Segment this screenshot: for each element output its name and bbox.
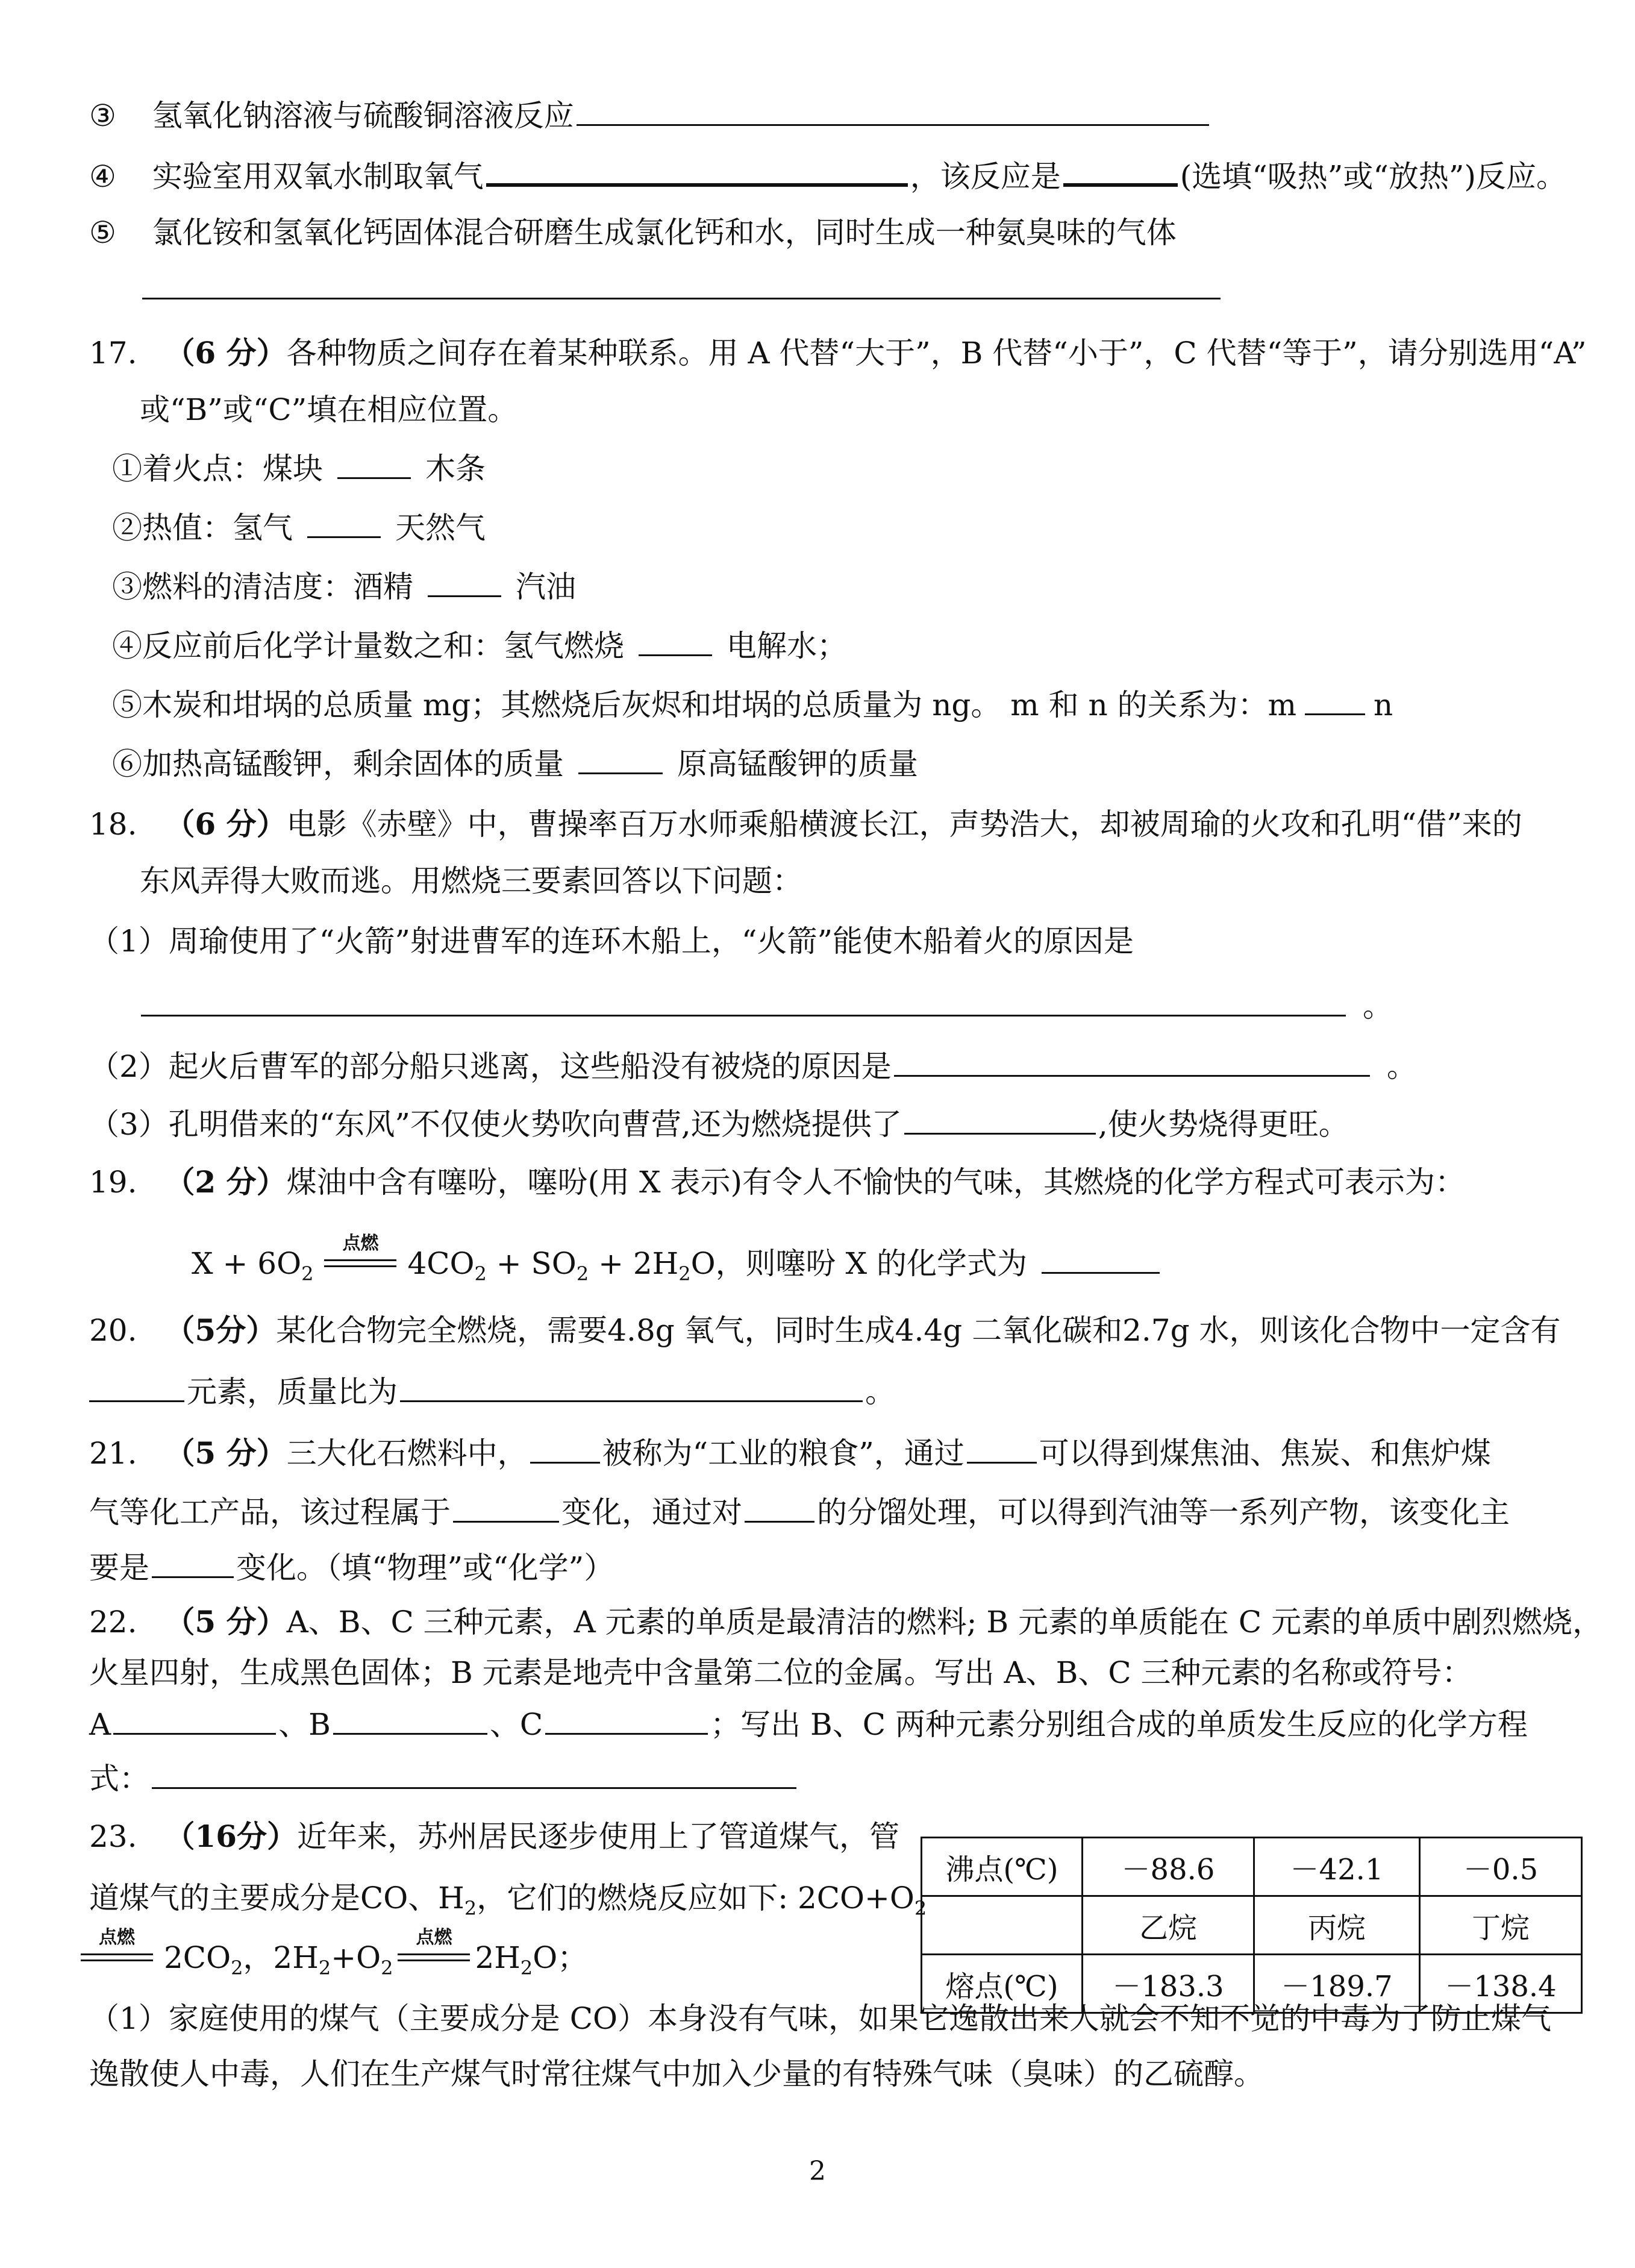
item-right: 木条 bbox=[425, 451, 486, 486]
subscript: 2 bbox=[474, 1262, 487, 1285]
q20-line2 bbox=[89, 1373, 895, 1411]
q17-item bbox=[112, 450, 486, 488]
question-text: ；写出 B、C 两种元素分别组合成的单质发生反应的化学方程 bbox=[710, 1707, 1528, 1742]
equation-part: + 2H bbox=[589, 1246, 679, 1281]
question-number: 22. bbox=[89, 1605, 137, 1640]
equation-left: X + 6O bbox=[192, 1246, 302, 1281]
table-cell: 沸点(℃) bbox=[922, 1838, 1083, 1896]
question-text: A bbox=[89, 1707, 111, 1742]
answer-blank[interactable] bbox=[894, 1047, 1370, 1077]
equation-part: +O bbox=[331, 1940, 381, 1975]
answer-blank[interactable] bbox=[337, 450, 411, 479]
item-right: 原高锰酸钾的质量 bbox=[677, 747, 918, 782]
table-cell: －138.4 bbox=[1420, 1955, 1582, 2013]
question-text: （2）起火后曹军的部分船只逃离，这些船没有被烧的原因是 bbox=[89, 1049, 892, 1084]
reaction-arrow bbox=[78, 1927, 155, 1972]
answer-blank[interactable] bbox=[428, 568, 501, 597]
q23-line3-equations bbox=[78, 1927, 588, 1979]
table-cell: －183.3 bbox=[1083, 1955, 1254, 2013]
q17-item bbox=[112, 509, 486, 547]
answer-blank[interactable] bbox=[577, 96, 1209, 126]
item-right: 电解水； bbox=[727, 628, 847, 663]
equation-part: 2H bbox=[475, 1940, 521, 1975]
question-text: ，它们的燃烧反应如下: 2CO+O bbox=[477, 1881, 914, 1916]
q17-item bbox=[112, 627, 847, 665]
item-left: ③燃料的清洁度：酒精 bbox=[112, 569, 413, 604]
answer-blank[interactable] bbox=[307, 509, 381, 538]
subscript: 2 bbox=[678, 1262, 691, 1285]
table-cell: －42.1 bbox=[1254, 1838, 1420, 1896]
q16-item5 bbox=[89, 213, 1177, 252]
subscript: 2 bbox=[318, 1956, 331, 1979]
question-text: 道煤气的主要成分是CO、H bbox=[89, 1881, 464, 1916]
subscript: 2 bbox=[231, 1956, 243, 1979]
question-text: 某化合物完全燃烧，需要4.8g 氧气，同时生成4.4g 二氧化碳和2.7g 水，则该化合物中一定含有 bbox=[276, 1313, 1561, 1348]
q19-equation bbox=[192, 1233, 1162, 1285]
question-score: （5分） bbox=[164, 1312, 277, 1348]
question-text: 被称为“工业的粮食”，通过 bbox=[602, 1436, 964, 1471]
equation-part: O，则噻吩 X 的化学式为 bbox=[690, 1246, 1028, 1281]
question-text: 煤油中含有噻吩，噻吩(用 X 表示)有令人不愉快的气味，其燃烧的化学方程式可表示为： bbox=[286, 1165, 1466, 1200]
item-left: ⑤木炭和坩埚的总质量 mg；其燃烧后灰烬和坩埚的总质量为 ng。 m 和 n 的关系为：m bbox=[112, 688, 1297, 722]
q18-part1-answer-line bbox=[139, 987, 1393, 1026]
item-left: ②热值：氢气 bbox=[112, 510, 293, 545]
item-text: 实验室用双氧水制取氧气 bbox=[152, 159, 484, 194]
question-text: 气等化工产品，该过程属于 bbox=[89, 1495, 451, 1530]
question-text: 各种物质之间存在着某种联系。用 A 代替“大于”，B 代替“小于”，C 代替“等于”，请分别选用“A” bbox=[286, 336, 1587, 371]
question-number: 17. bbox=[89, 336, 137, 371]
item-marker: ⑤ bbox=[89, 215, 116, 250]
q22-line1 bbox=[89, 1603, 1602, 1641]
question-text: （3）孔明借来的“东风”不仅使火势吹向曹营,还为燃烧提供了 bbox=[89, 1107, 902, 1142]
q18-line1 bbox=[89, 805, 1522, 844]
answer-blank[interactable] bbox=[400, 1373, 863, 1402]
question-text: 变化，通过对 bbox=[561, 1495, 742, 1530]
sentence-end: ,使火势烧得更旺。 bbox=[1098, 1107, 1349, 1142]
table-row bbox=[922, 1896, 1582, 1955]
q16-item3 bbox=[89, 96, 1211, 135]
q21-line2 bbox=[89, 1493, 1510, 1532]
answer-blank[interactable] bbox=[486, 155, 908, 187]
question-text: 近年来，苏州居民逐步使用上了管道煤气，管 bbox=[297, 1819, 900, 1854]
question-text: 要是 bbox=[89, 1550, 149, 1585]
answer-blank[interactable] bbox=[545, 1705, 708, 1735]
answer-blank[interactable] bbox=[904, 1105, 1096, 1135]
q17-item bbox=[112, 745, 918, 783]
subscript: 2 bbox=[301, 1262, 314, 1285]
item-text-tail: (选填“吸热”或“放热”)反应。 bbox=[1180, 159, 1566, 194]
answer-blank[interactable] bbox=[1042, 1244, 1160, 1274]
q22-line4 bbox=[89, 1759, 799, 1798]
table-cell bbox=[922, 1896, 1083, 1955]
q21-line3 bbox=[89, 1549, 614, 1587]
equation-part: + SO bbox=[486, 1246, 577, 1281]
question-text: 、C bbox=[489, 1707, 543, 1742]
q17-line1 bbox=[89, 334, 1587, 372]
q16-item5-answer-line bbox=[140, 270, 1223, 309]
q23-part1-line1: （1）家庭使用的煤气（主要成分是 CO）本身没有气味，如果它逸散出来人就会不知不觉的中毒为了防止煤气 bbox=[89, 2001, 1551, 2036]
q18-line2: 东风弄得大败而逃。用燃烧三要素回答以下问题： bbox=[140, 863, 802, 898]
question-text: 式： bbox=[89, 1761, 149, 1796]
answer-blank[interactable] bbox=[639, 627, 712, 656]
sentence-end: 。 bbox=[1363, 989, 1393, 1024]
q23-part1-line2: 逸散使人中毒，人们在生产煤气时常往煤气中加入少量的有特殊气味（臭味）的乙硫醇。 bbox=[89, 2057, 1264, 2091]
table-row bbox=[922, 1838, 1582, 1896]
q22-line3 bbox=[89, 1705, 1528, 1744]
answer-blank[interactable] bbox=[1063, 155, 1178, 187]
table-cell: 熔点(℃) bbox=[922, 1955, 1083, 2013]
q18-part3 bbox=[89, 1105, 1349, 1144]
answer-blank[interactable] bbox=[142, 270, 1221, 299]
question-text: 可以得到煤焦油、焦炭、和焦炉煤 bbox=[1039, 1436, 1491, 1471]
question-number: 23. bbox=[89, 1819, 137, 1854]
answer-blank[interactable] bbox=[141, 987, 1346, 1017]
reaction-arrow bbox=[395, 1927, 472, 1972]
q18-part1: （1）周瑜使用了“火箭”射进曹军的连环木船上，“火箭”能使木船着火的原因是 bbox=[89, 924, 1134, 959]
q17-line2: 或“B”或“C”填在相应位置。 bbox=[140, 392, 518, 427]
sentence-end: 。 bbox=[865, 1374, 895, 1409]
reaction-arrow bbox=[322, 1233, 399, 1277]
answer-blank[interactable] bbox=[530, 1434, 600, 1464]
subscript: 2 bbox=[381, 1956, 393, 1979]
question-score: （6 分） bbox=[164, 335, 287, 371]
subscript: 2 bbox=[914, 1897, 927, 1920]
page-number: 2 bbox=[809, 2156, 826, 2187]
answer-blank[interactable] bbox=[967, 1434, 1037, 1464]
q16-item4 bbox=[89, 155, 1566, 194]
answer-blank[interactable] bbox=[578, 745, 663, 774]
question-text: 三大化石燃料中， bbox=[286, 1436, 528, 1471]
q19-line1 bbox=[89, 1163, 1465, 1201]
answer-blank[interactable] bbox=[89, 1373, 184, 1402]
item-right: 天然气 bbox=[395, 510, 486, 545]
question-text: 、B bbox=[278, 1707, 331, 1742]
question-number: 19. bbox=[89, 1165, 137, 1200]
question-text: 的分馏处理，可以得到汽油等一系列产物，该变化主 bbox=[817, 1495, 1510, 1530]
equation-part: 4CO bbox=[407, 1246, 475, 1281]
q20-line1 bbox=[89, 1311, 1560, 1350]
answer-blank[interactable] bbox=[333, 1705, 487, 1735]
item-marker: ④ bbox=[89, 159, 116, 194]
item-right: 汽油 bbox=[516, 569, 576, 604]
question-score: （5 分） bbox=[164, 1435, 287, 1471]
equation-part: 2CO bbox=[164, 1940, 231, 1975]
question-number: 18. bbox=[89, 807, 137, 842]
equation-part: O； bbox=[533, 1940, 588, 1975]
table-cell: －189.7 bbox=[1254, 1955, 1420, 2013]
question-text: A、B、C 三种元素，A 元素的单质是最清洁的燃料; B 元素的单质能在 C 元素的单质中剧烈燃烧， bbox=[286, 1605, 1603, 1640]
question-score: （6 分） bbox=[164, 806, 287, 842]
subscript: 2 bbox=[520, 1956, 533, 1979]
item-text: 氯化铵和氢氧化钙固体混合研磨生成氯化钙和水，同时生成一种氨臭味的气体 bbox=[152, 215, 1177, 250]
table-cell: 乙烷 bbox=[1083, 1896, 1254, 1955]
question-score: （16分） bbox=[164, 1818, 298, 1854]
q23-line1 bbox=[89, 1817, 899, 1856]
reaction-condition: 点燃 bbox=[99, 1927, 135, 1948]
q17-item bbox=[112, 568, 576, 606]
q23-line2 bbox=[89, 1879, 927, 1920]
question-text: 变化。（填“物理”或“化学”） bbox=[236, 1550, 614, 1585]
table-cell: 丁烷 bbox=[1420, 1896, 1582, 1955]
q21-line1 bbox=[89, 1434, 1491, 1473]
table-cell: 丙烷 bbox=[1254, 1896, 1420, 1955]
item-text-mid: ，该反应是 bbox=[910, 159, 1061, 194]
q18-part2 bbox=[89, 1047, 1417, 1086]
item-left: ④反应前后化学计量数之和：氢气燃烧 bbox=[112, 628, 624, 663]
question-number: 21. bbox=[89, 1436, 137, 1471]
boiling-melting-point-table bbox=[921, 1837, 1583, 2014]
question-score: （5 分） bbox=[164, 1604, 287, 1640]
item-left: ⑥加热高锰酸钾，剩余固体的质量 bbox=[112, 747, 564, 782]
item-left: ①着火点：煤块 bbox=[112, 451, 323, 486]
item-marker: ③ bbox=[89, 98, 116, 133]
q17-item bbox=[112, 686, 1393, 724]
equation-part: ，2H bbox=[243, 1940, 319, 1975]
table-cell: －88.6 bbox=[1083, 1838, 1254, 1896]
question-text: 电影《赤壁》中，曹操率百万水师乘船横渡长江，声势浩大，却被周瑜的火攻和孔明“借”来的 bbox=[286, 807, 1522, 842]
answer-blank[interactable] bbox=[152, 1759, 796, 1789]
subscript: 2 bbox=[464, 1897, 477, 1920]
question-score: （2 分） bbox=[164, 1164, 287, 1200]
table-cell: －0.5 bbox=[1420, 1838, 1582, 1896]
question-number: 20. bbox=[89, 1313, 137, 1348]
answer-blank[interactable] bbox=[113, 1705, 276, 1735]
q22-line2: 火星四射，生成黑色固体；B 元素是地壳中含量第二位的金属。写出 A、B、C 三种元素的名称或符号： bbox=[89, 1655, 1472, 1690]
answer-blank[interactable] bbox=[1305, 686, 1365, 715]
answer-blank[interactable] bbox=[453, 1493, 559, 1523]
answer-blank[interactable] bbox=[745, 1493, 814, 1523]
subscript: 2 bbox=[576, 1262, 589, 1285]
item-right: n bbox=[1374, 688, 1393, 722]
reaction-condition: 点燃 bbox=[342, 1233, 379, 1254]
answer-blank[interactable] bbox=[152, 1549, 234, 1578]
question-text: 元素，质量比为 bbox=[187, 1374, 398, 1409]
sentence-end: 。 bbox=[1386, 1049, 1417, 1084]
item-text: 氢氧化钠溶液与硫酸铜溶液反应 bbox=[152, 98, 574, 133]
reaction-condition: 点燃 bbox=[416, 1927, 452, 1948]
